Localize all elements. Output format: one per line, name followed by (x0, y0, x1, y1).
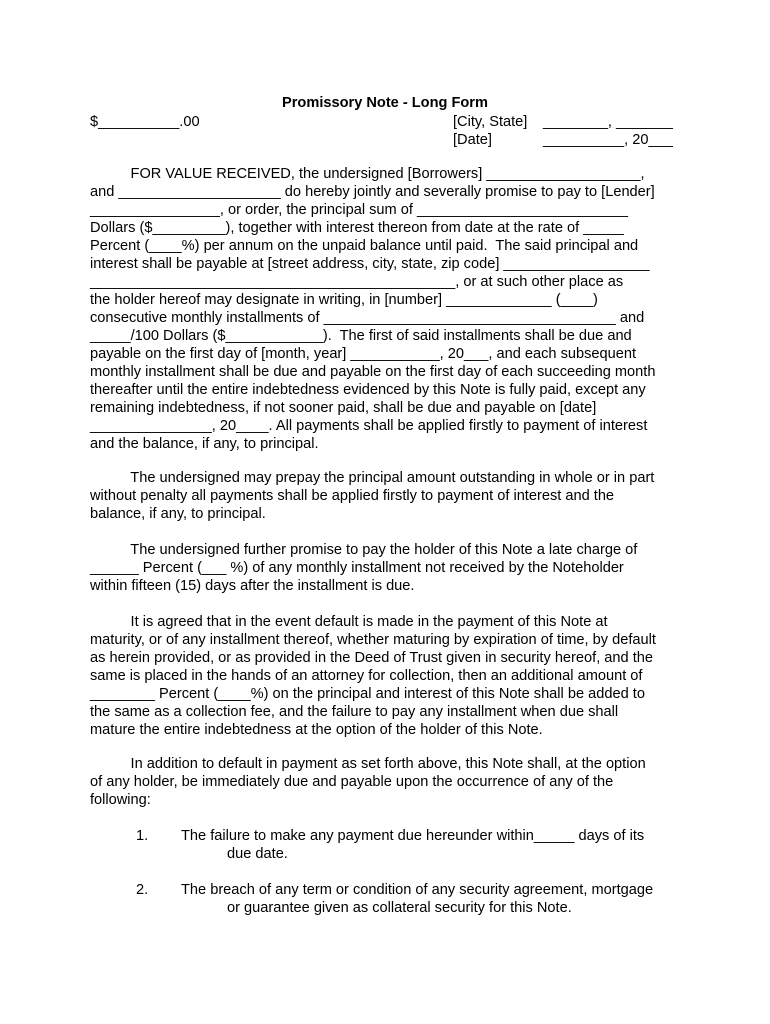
paragraph-line: interest shall be payable at [street address, city, state, zip code] __________________ (90, 256, 650, 272)
paragraph-line: ______ Percent (___ %) of any monthly installment not received by the Noteholder (90, 560, 624, 576)
paragraph-line: the same as a collection fee, and the failure to pay any installment when due shall (90, 704, 619, 720)
date-blank: __________, 20___ (543, 132, 673, 148)
city-state-blank: ________, _______ (543, 114, 673, 130)
paragraph-line: mature the entire indebtedness at the option of the holder of this Note. (90, 722, 543, 738)
paragraph-late-charge (90, 541, 690, 595)
paragraph-line: ________________, or order, the principal sum of __________________________ (90, 202, 628, 218)
paragraph-prepayment (90, 469, 690, 523)
paragraph-line: maturity, or of any installment thereof, whether maturing by expiration of time, by default (90, 632, 656, 648)
paragraph-line: and ____________________ do hereby jointly and severally promise to pay to [Lender] (90, 184, 655, 200)
paragraph-line: FOR VALUE RECEIVED, the undersigned [Borrowers] ___________________, (90, 166, 645, 182)
date-label: [Date] (453, 132, 492, 148)
paragraph-line: as herein provided, or as provided in the Deed of Trust given in security hereof, and the (90, 650, 653, 666)
paragraph-line: same is placed in the hands of an attorney for collection, then an additional amount of (90, 668, 643, 684)
paragraph-line: thereafter until the entire indebtedness evidenced by this Note is fully paid, except any (90, 382, 646, 398)
paragraph-line: _______________, 20____. All payments shall be applied firstly to payment of interest (90, 418, 648, 434)
paragraph-line: the holder hereof may designate in writing, in [number] _____________ (____) (90, 292, 598, 308)
list-item-text: The failure to make any payment due hereunder within_____ days of its (181, 828, 645, 844)
principal-amount: $__________.00 (90, 114, 200, 130)
paragraph-acceleration (90, 755, 690, 809)
paragraph-line: In addition to default in payment as set forth above, this Note shall, at the option (90, 756, 646, 772)
paragraph-default-collection (90, 613, 690, 739)
list-item-text-continued: due date. (227, 846, 288, 862)
list-item-number: 2. (136, 882, 149, 898)
paragraph-line: The undersigned further promise to pay the holder of this Note a late charge of (90, 542, 638, 558)
paragraph-line: remaining indebtedness, if not sooner paid, shall be due and payable on [date] (90, 400, 597, 416)
document-title: Promissory Note - Long Form (282, 95, 488, 111)
paragraph-line: balance, if any, to principal. (90, 506, 266, 522)
paragraph-line: following: (90, 792, 151, 808)
paragraph-line: and the balance, if any, to principal. (90, 436, 319, 452)
paragraph-line: It is agreed that in the event default is made in the payment of this Note at (90, 614, 608, 630)
paragraph-line: Dollars ($_________), together with interest thereon from date at the rate of _____ (90, 220, 624, 236)
paragraph-line: ________ Percent (____%) on the principal and interest of this Note shall be added to (90, 686, 645, 702)
paragraph-line: payable on the first day of [month, year] ___________, 20___, and each subsequent (90, 346, 637, 362)
paragraph-line: within fifteen (15) days after the installment is due. (90, 578, 415, 594)
paragraph-line: without penalty all payments shall be applied firstly to payment of interest and the (90, 488, 615, 504)
paragraph-line: monthly installment shall be due and payable on the first day of each succeeding month (90, 364, 656, 380)
paragraph-line: The undersigned may prepay the principal amount outstanding in whole or in part (90, 470, 655, 486)
list-item-text: The breach of any term or condition of any security agreement, mortgage (181, 882, 654, 898)
list-item-text-continued: or guarantee given as collateral security for this Note. (227, 900, 572, 916)
list-item-number: 1. (136, 828, 149, 844)
paragraph-line: _____________________________________________, or at such other place as (90, 274, 624, 290)
paragraph-line: consecutive monthly installments of ____________________________________ and (90, 310, 645, 326)
paragraph-line: _____/100 Dollars ($____________). The first of said installments shall be due and (90, 328, 632, 344)
city-state-label: [City, State] (453, 114, 528, 130)
paragraph-line: of any holder, be immediately due and payable upon the occurrence of any of the (90, 774, 614, 790)
paragraph-value-received (90, 165, 690, 453)
paragraph-line: Percent (____%) per annum on the unpaid balance until paid. The said principal and (90, 238, 639, 254)
